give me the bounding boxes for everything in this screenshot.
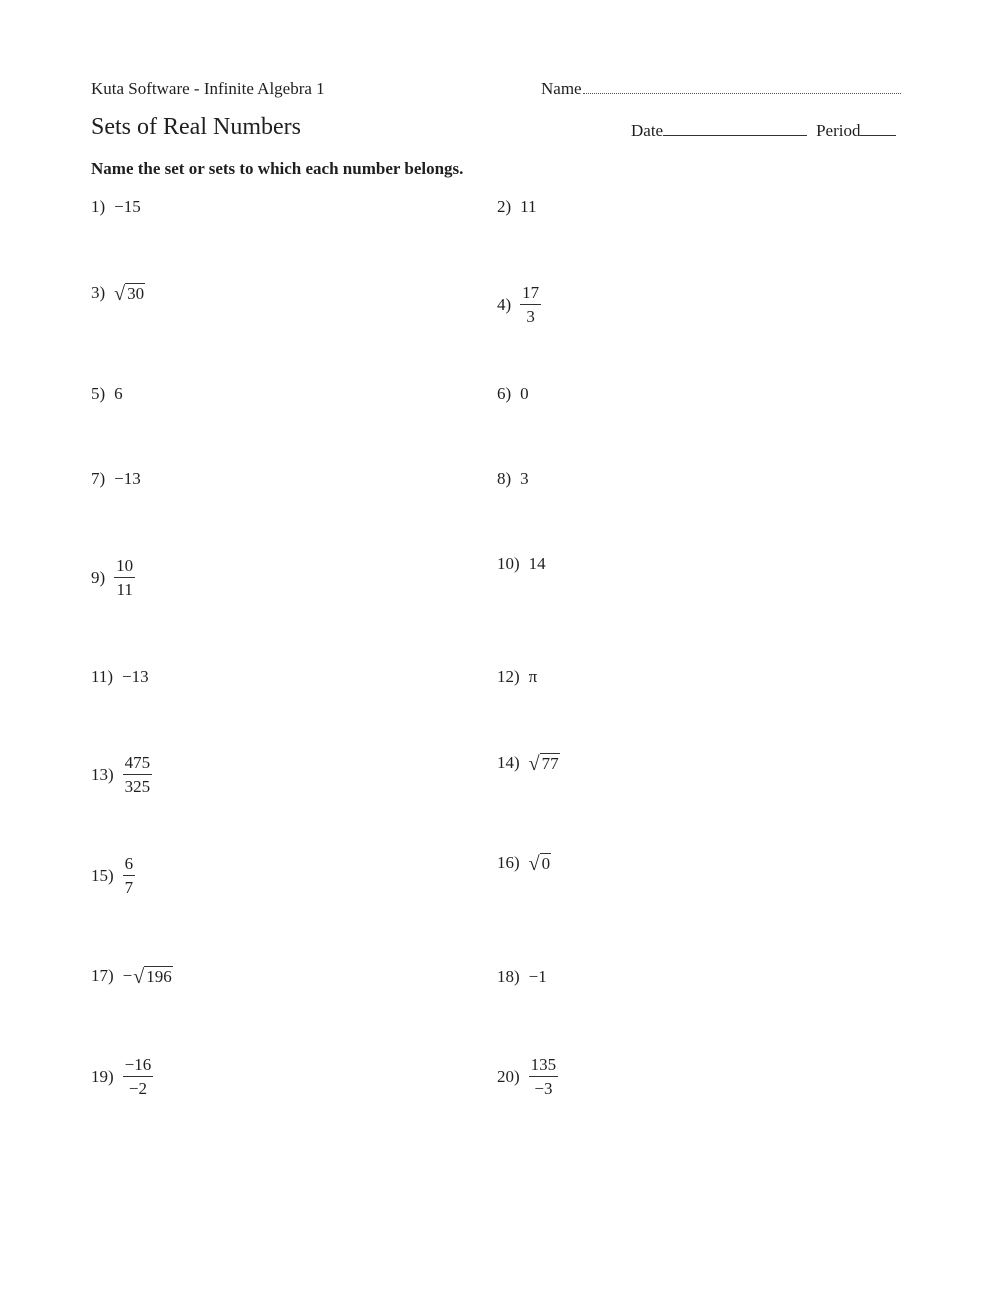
problem-number: 9) (91, 567, 106, 587)
problem-16 (497, 853, 551, 874)
problem-5 (91, 384, 123, 404)
problem-14 (497, 753, 560, 774)
date-label: Date (631, 121, 664, 140)
problem-17 (91, 966, 173, 987)
numerator: −16 (123, 1056, 154, 1077)
square-root (529, 853, 551, 874)
problem-value: 11 (520, 197, 537, 216)
denominator: −2 (128, 1079, 148, 1098)
problem-value: 14 (528, 554, 546, 573)
problem-number: 4) (497, 294, 512, 314)
fraction (123, 855, 136, 896)
problem-value: 6 (114, 384, 123, 403)
problem-number: 6) (497, 384, 512, 403)
worksheet-title: Sets of Real Numbers (91, 114, 301, 140)
denominator: −3 (534, 1079, 553, 1098)
numerator: 17 (520, 284, 541, 305)
square-root (114, 283, 145, 304)
problem-18 (497, 967, 547, 987)
problem-number: 2) (497, 197, 512, 216)
square-root (529, 753, 560, 774)
problem-number: 7) (91, 469, 106, 488)
problem-value: −15 (114, 197, 141, 216)
problem-number: 5) (91, 384, 106, 403)
square-root (133, 966, 172, 987)
problem-4 (497, 284, 541, 325)
problem-number: 3) (91, 283, 106, 303)
denominator: 7 (124, 878, 134, 897)
problem-value: 3 (520, 469, 529, 488)
radicand: 0 (541, 854, 551, 873)
problem-number: 12) (497, 667, 520, 686)
problem-number: 20) (497, 1066, 520, 1086)
problem-11 (91, 667, 149, 687)
name-blank[interactable] (583, 79, 901, 94)
name-field (541, 79, 901, 99)
problem-number: 18) (497, 967, 520, 986)
instructions: Name the set or sets to which each number belongs. (91, 159, 464, 178)
numerator: 135 (529, 1056, 559, 1077)
numerator: 6 (123, 855, 136, 876)
negative-sign: − (122, 966, 133, 986)
problem-number: 10) (497, 554, 520, 573)
radical-sign-icon: √ (133, 965, 145, 988)
problem-number: 17) (91, 966, 114, 986)
radical-sign-icon: √ (528, 752, 540, 775)
problem-13 (91, 754, 152, 795)
fraction (520, 284, 541, 325)
problem-19 (91, 1056, 153, 1097)
problem-number: 13) (91, 764, 114, 784)
problem-value: −13 (122, 667, 149, 686)
problem-value: −13 (114, 469, 141, 488)
problem-20 (497, 1056, 558, 1097)
problem-1 (91, 197, 141, 217)
problem-10 (497, 554, 546, 574)
problem-number: 8) (497, 469, 512, 488)
problem-number: 16) (497, 853, 520, 873)
publisher-line: Kuta Software - Infinite Algebra 1 (91, 79, 325, 98)
problem-15 (91, 855, 135, 896)
problem-9 (91, 557, 135, 598)
radicand: 77 (541, 754, 559, 773)
period-label: Period (816, 121, 861, 140)
problem-number: 1) (91, 197, 106, 216)
fraction (123, 754, 153, 795)
radical-sign-icon: √ (528, 852, 540, 875)
problem-6 (497, 384, 529, 404)
fraction (123, 1056, 154, 1097)
date-blank[interactable] (663, 121, 807, 136)
radicand: 30 (127, 284, 145, 303)
period-blank[interactable] (860, 121, 896, 136)
problem-value: −1 (528, 967, 547, 986)
name-label: Name (541, 79, 582, 98)
problem-value: 0 (520, 384, 529, 403)
problem-8 (497, 469, 529, 489)
denominator: 3 (526, 307, 535, 326)
date-period-field (631, 121, 896, 141)
denominator: 11 (116, 580, 133, 599)
problem-3 (91, 283, 145, 304)
problem-12 (497, 667, 537, 687)
radicand: 196 (146, 967, 172, 986)
problem-value: π (528, 667, 538, 686)
fraction (114, 557, 135, 598)
radical-sign-icon: √ (114, 282, 126, 305)
problem-number: 19) (91, 1066, 114, 1086)
numerator: 10 (114, 557, 135, 578)
numerator: 475 (123, 754, 153, 775)
fraction (529, 1056, 559, 1097)
problem-number: 11) (91, 667, 114, 686)
problem-7 (91, 469, 141, 489)
problem-number: 15) (91, 865, 114, 885)
problem-2 (497, 197, 537, 217)
denominator: 325 (124, 777, 151, 796)
problem-number: 14) (497, 753, 520, 773)
